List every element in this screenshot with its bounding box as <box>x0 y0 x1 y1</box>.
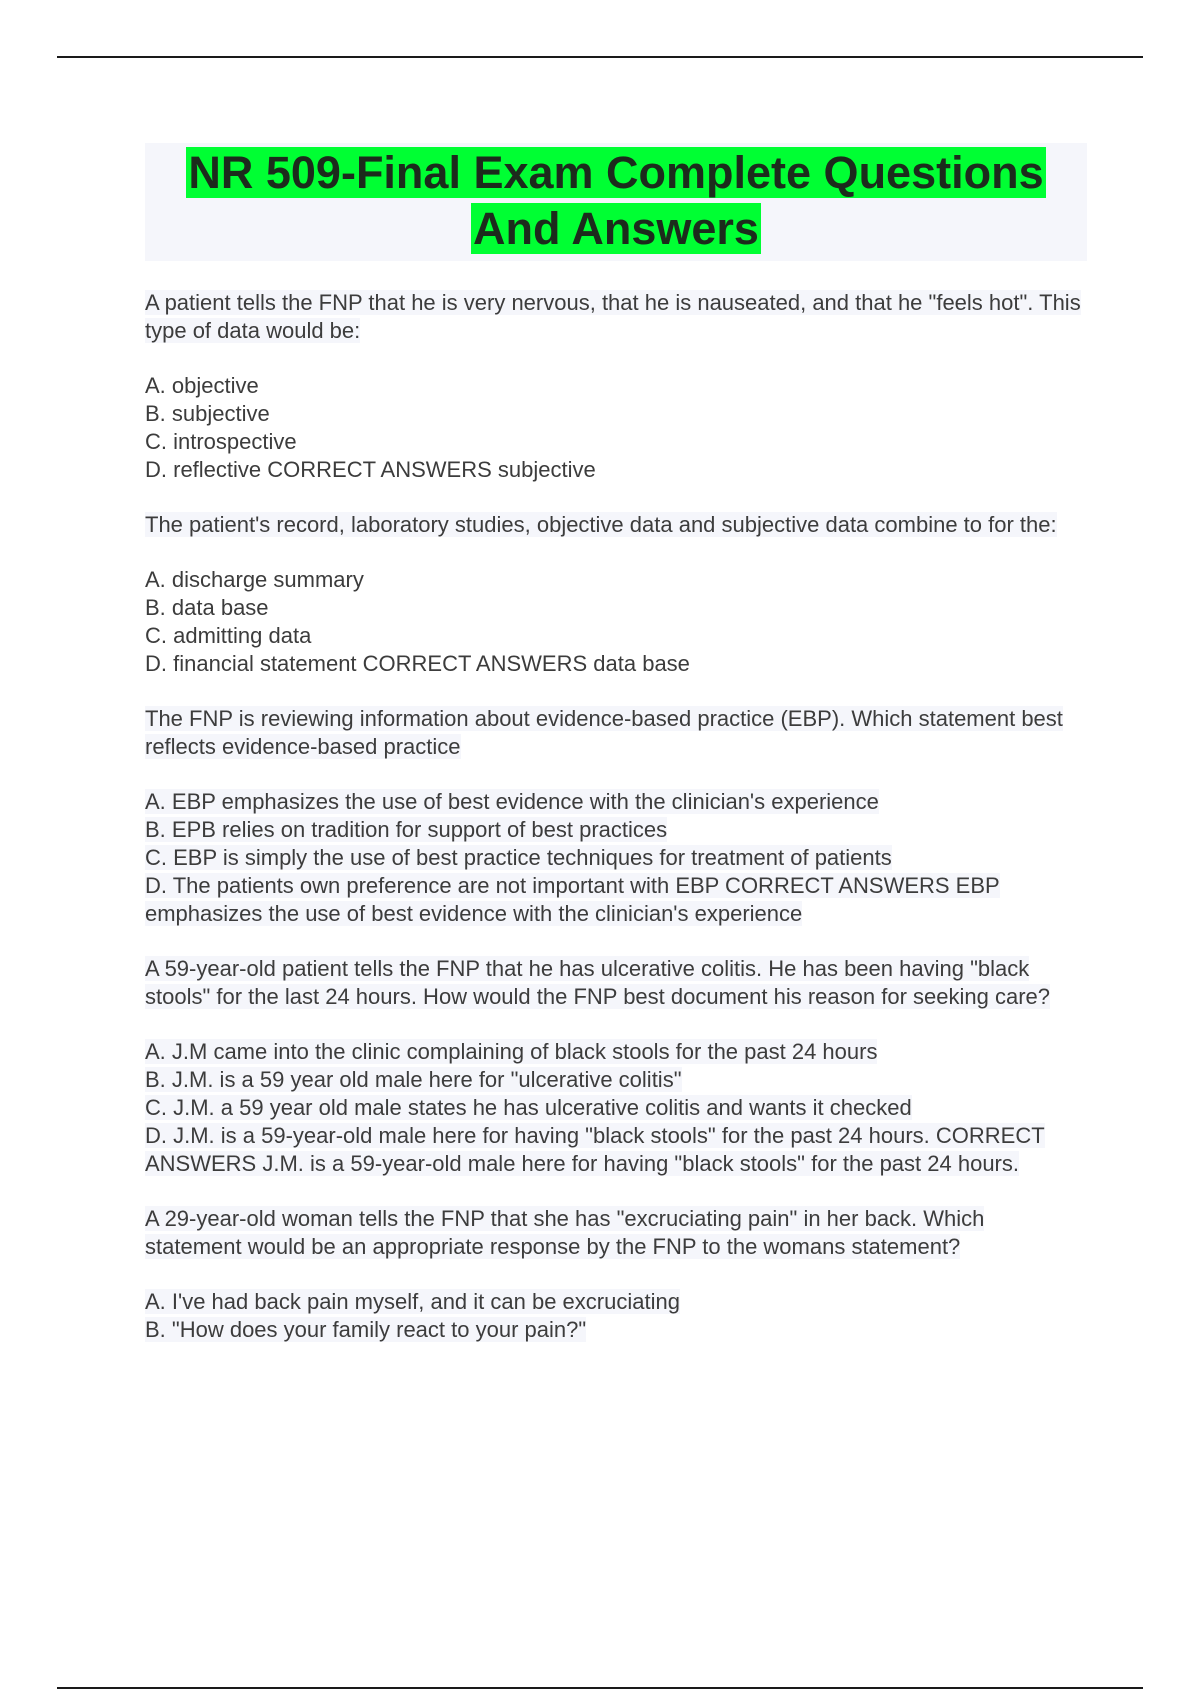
question-3 <box>145 705 1087 761</box>
option-c: C. admitting data <box>145 623 312 648</box>
option-b: B. subjective <box>145 401 270 426</box>
option-a: A. discharge summary <box>145 567 364 592</box>
option-c: C. introspective <box>145 429 297 454</box>
option-b: B. data base <box>145 595 269 620</box>
question-2-options <box>145 566 1087 678</box>
option-d-with-answer: D. The patients own preference are not important with EBP CORRECT ANSWERS EBP emphasizes the use of best evidence with the clinician's experience <box>145 873 1000 926</box>
option-d-with-answer: D. financial statement CORRECT ANSWERS data base <box>145 651 690 676</box>
title-block <box>145 143 1087 261</box>
question-text: A patient tells the FNP that he is very nervous, that he is nauseated, and that he "feels hot". This type of data would be: <box>145 290 1081 343</box>
question-3-options <box>145 788 1087 928</box>
option-b: B. J.M. is a 59 year old male here for "ulcerative colitis" <box>145 1067 682 1092</box>
header-rule <box>57 56 1143 58</box>
option-b: B. EPB relies on tradition for support of best practices <box>145 817 668 842</box>
question-1 <box>145 289 1087 345</box>
question-5-options <box>145 1288 1087 1344</box>
question-text: A 29-year-old woman tells the FNP that she has "excruciating pain" in her back. Which statement would be an appropriate response by the FNP to the womans statement? <box>145 1206 985 1259</box>
question-text: A 59-year-old patient tells the FNP that he has ulcerative colitis. He has been having "black stools" for the last 24 hours. How would the FNP best document his reason for seeking care? <box>145 956 1050 1009</box>
option-d-with-answer: D. reflective CORRECT ANSWERS subjective <box>145 457 596 482</box>
option-c: C. J.M. a 59 year old male states he has ulcerative colitis and wants it checked <box>145 1095 912 1120</box>
question-2 <box>145 511 1087 539</box>
question-4 <box>145 955 1087 1011</box>
option-d-with-answer: D. J.M. is a 59-year-old male here for having "black stools" for the past 24 hours. CORRECT ANSWERS J.M. is a 59-year-old male here for having "black stools" for the past 24 hours. <box>145 1123 1045 1176</box>
document-body <box>145 143 1087 1371</box>
option-a: A. I've had back pain myself, and it can be excruciating <box>145 1289 680 1314</box>
question-text: The patient's record, laboratory studies, objective data and subjective data combine to for the: <box>145 512 1057 537</box>
question-4-options <box>145 1038 1087 1178</box>
option-a: A. EBP emphasizes the use of best evidence with the clinician's experience <box>145 789 879 814</box>
option-b: B. "How does your family react to your pain?" <box>145 1317 587 1342</box>
question-1-options <box>145 372 1087 484</box>
question-5 <box>145 1205 1087 1261</box>
page-title: NR 509-Final Exam Complete Questions And Answers <box>188 147 1044 254</box>
option-a: A. J.M came into the clinic complaining of black stools for the past 24 hours <box>145 1039 878 1064</box>
option-a: A. objective <box>145 373 259 398</box>
option-c: C. EBP is simply the use of best practice techniques for treatment of patients <box>145 845 892 870</box>
footer-rule <box>57 1687 1143 1689</box>
question-text: The FNP is reviewing information about evidence-based practice (EBP). Which statement best reflects evidence-based practice <box>145 706 1063 759</box>
